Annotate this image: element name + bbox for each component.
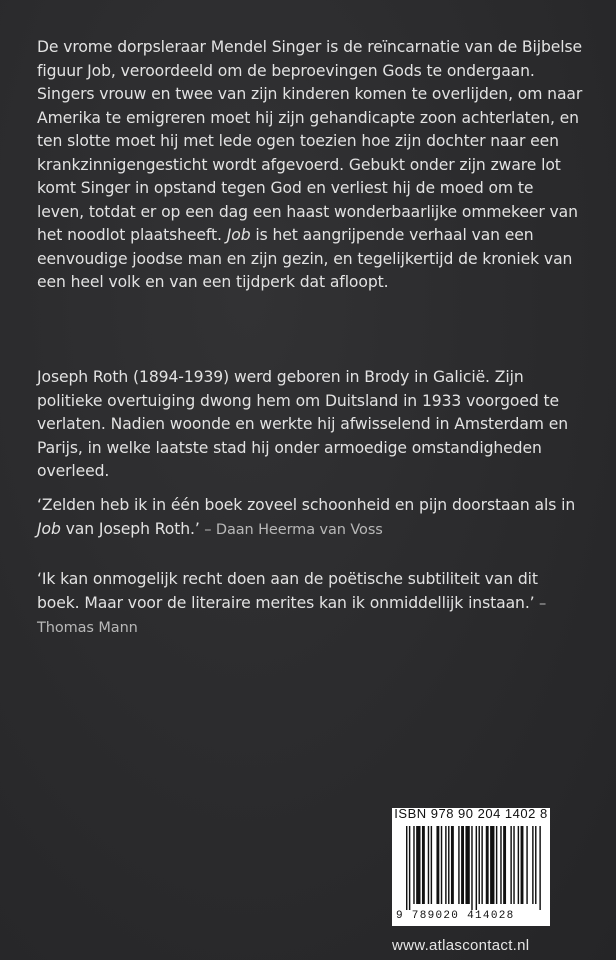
book-title-italic: Job (226, 226, 251, 244)
barcode-bar (413, 826, 414, 904)
publisher-website: www.atlascontact.nl (392, 937, 530, 954)
barcode-bar (448, 826, 449, 904)
barcode-bar (431, 826, 432, 904)
barcode-bar (428, 826, 429, 904)
barcode-bar (532, 826, 533, 904)
barcode-bar (535, 826, 536, 904)
barcode-bar (436, 826, 439, 904)
barcode-bar (451, 826, 454, 904)
barcode (404, 826, 544, 910)
barcode-bar (406, 826, 407, 910)
barcode-bar (521, 826, 524, 904)
quote-text: ‘Zelden heb ik in één boek zoveel schoonheid en pijn doorstaan als in (37, 496, 576, 514)
barcode-bar (481, 826, 482, 904)
barcode-bar (486, 826, 489, 904)
barcode-bar (445, 826, 446, 904)
review-quote-2 (37, 568, 585, 641)
barcode-bar (518, 826, 519, 904)
barcode-bar (476, 826, 477, 910)
barcode-bar (539, 826, 540, 910)
synopsis-text-continued: is het aangrijpende verhaal van een eenvoudige joodse man en zijn gezin, en tegelijkertijd de kroniek van een heel volk en van een tijdperk dat afloopt. (37, 226, 573, 291)
barcode-bar (490, 826, 494, 904)
barcode-bar (503, 826, 506, 904)
quote-text-end: van Joseph Roth.’ (60, 519, 200, 538)
review-quote-1 (37, 494, 585, 542)
barcode-bar (496, 826, 497, 904)
barcode-bar (510, 826, 511, 904)
synopsis-text: De vrome dorpsleraar Mendel Singer is de reïncarnatie van de Bijbelse figuur Job, veroordeeld om de beproevingen Gods te ondergaan. Singers vrouw en twee van zijn kinderen komen te overlijden, om naar Amerika te emigreren moet hij zijn gehandicapte zoon achterlaten, en ten slotte moet hij met lede ogen toezien hoe zijn dochter naar een krankzinnigengesticht wordt afgevoerd. Gebukt onder zijn zware lot komt Singer in opstand tegen God en verliest hij de moed om te leven, totdat er op een dag een haast wonderbaarlijke ommekeer van het noodlot plaatsheeft. (37, 38, 583, 244)
quote-attribution: – Thomas Mann (37, 595, 547, 636)
barcode-bar (513, 826, 514, 904)
barcode-bar (479, 826, 480, 904)
barcode-bar (471, 826, 472, 910)
quote-title-italic: Job (37, 519, 61, 538)
barcode-bar (416, 826, 420, 904)
barcode-bar (465, 826, 469, 904)
quote-text: ‘Ik kan onmogelijk recht doen aan de poëtische subtiliteit van dit boek. Maar voor de literaire merites kan ik onmiddellijk instaan.’ (37, 570, 538, 612)
barcode-digits: 9 789020 414028 (396, 910, 515, 922)
barcode-bar (458, 826, 459, 904)
isbn-label: ISBN 978 90 204 1402 8 (394, 806, 548, 821)
barcode-bar (441, 826, 442, 904)
barcode-bar (461, 826, 464, 904)
quote-attribution: – Daan Heerma van Voss (199, 521, 383, 538)
barcode-bar (409, 826, 410, 910)
synopsis-paragraph (37, 36, 585, 295)
barcode-bar (526, 826, 527, 904)
barcode-bar (500, 826, 501, 904)
barcode-bar (422, 826, 425, 904)
author-bio: Joseph Roth (1894-1939) werd geboren in Brody in Galicië. Zijn politieke overtuiging dwong hem om Duitsland in 1933 voorgoed te verlaten. Nadien woonde en werkte hij afwisselend in Amsterdam en Parijs, in welke laatste stad hij onder armoedige omstandigheden overleed. (37, 368, 569, 480)
